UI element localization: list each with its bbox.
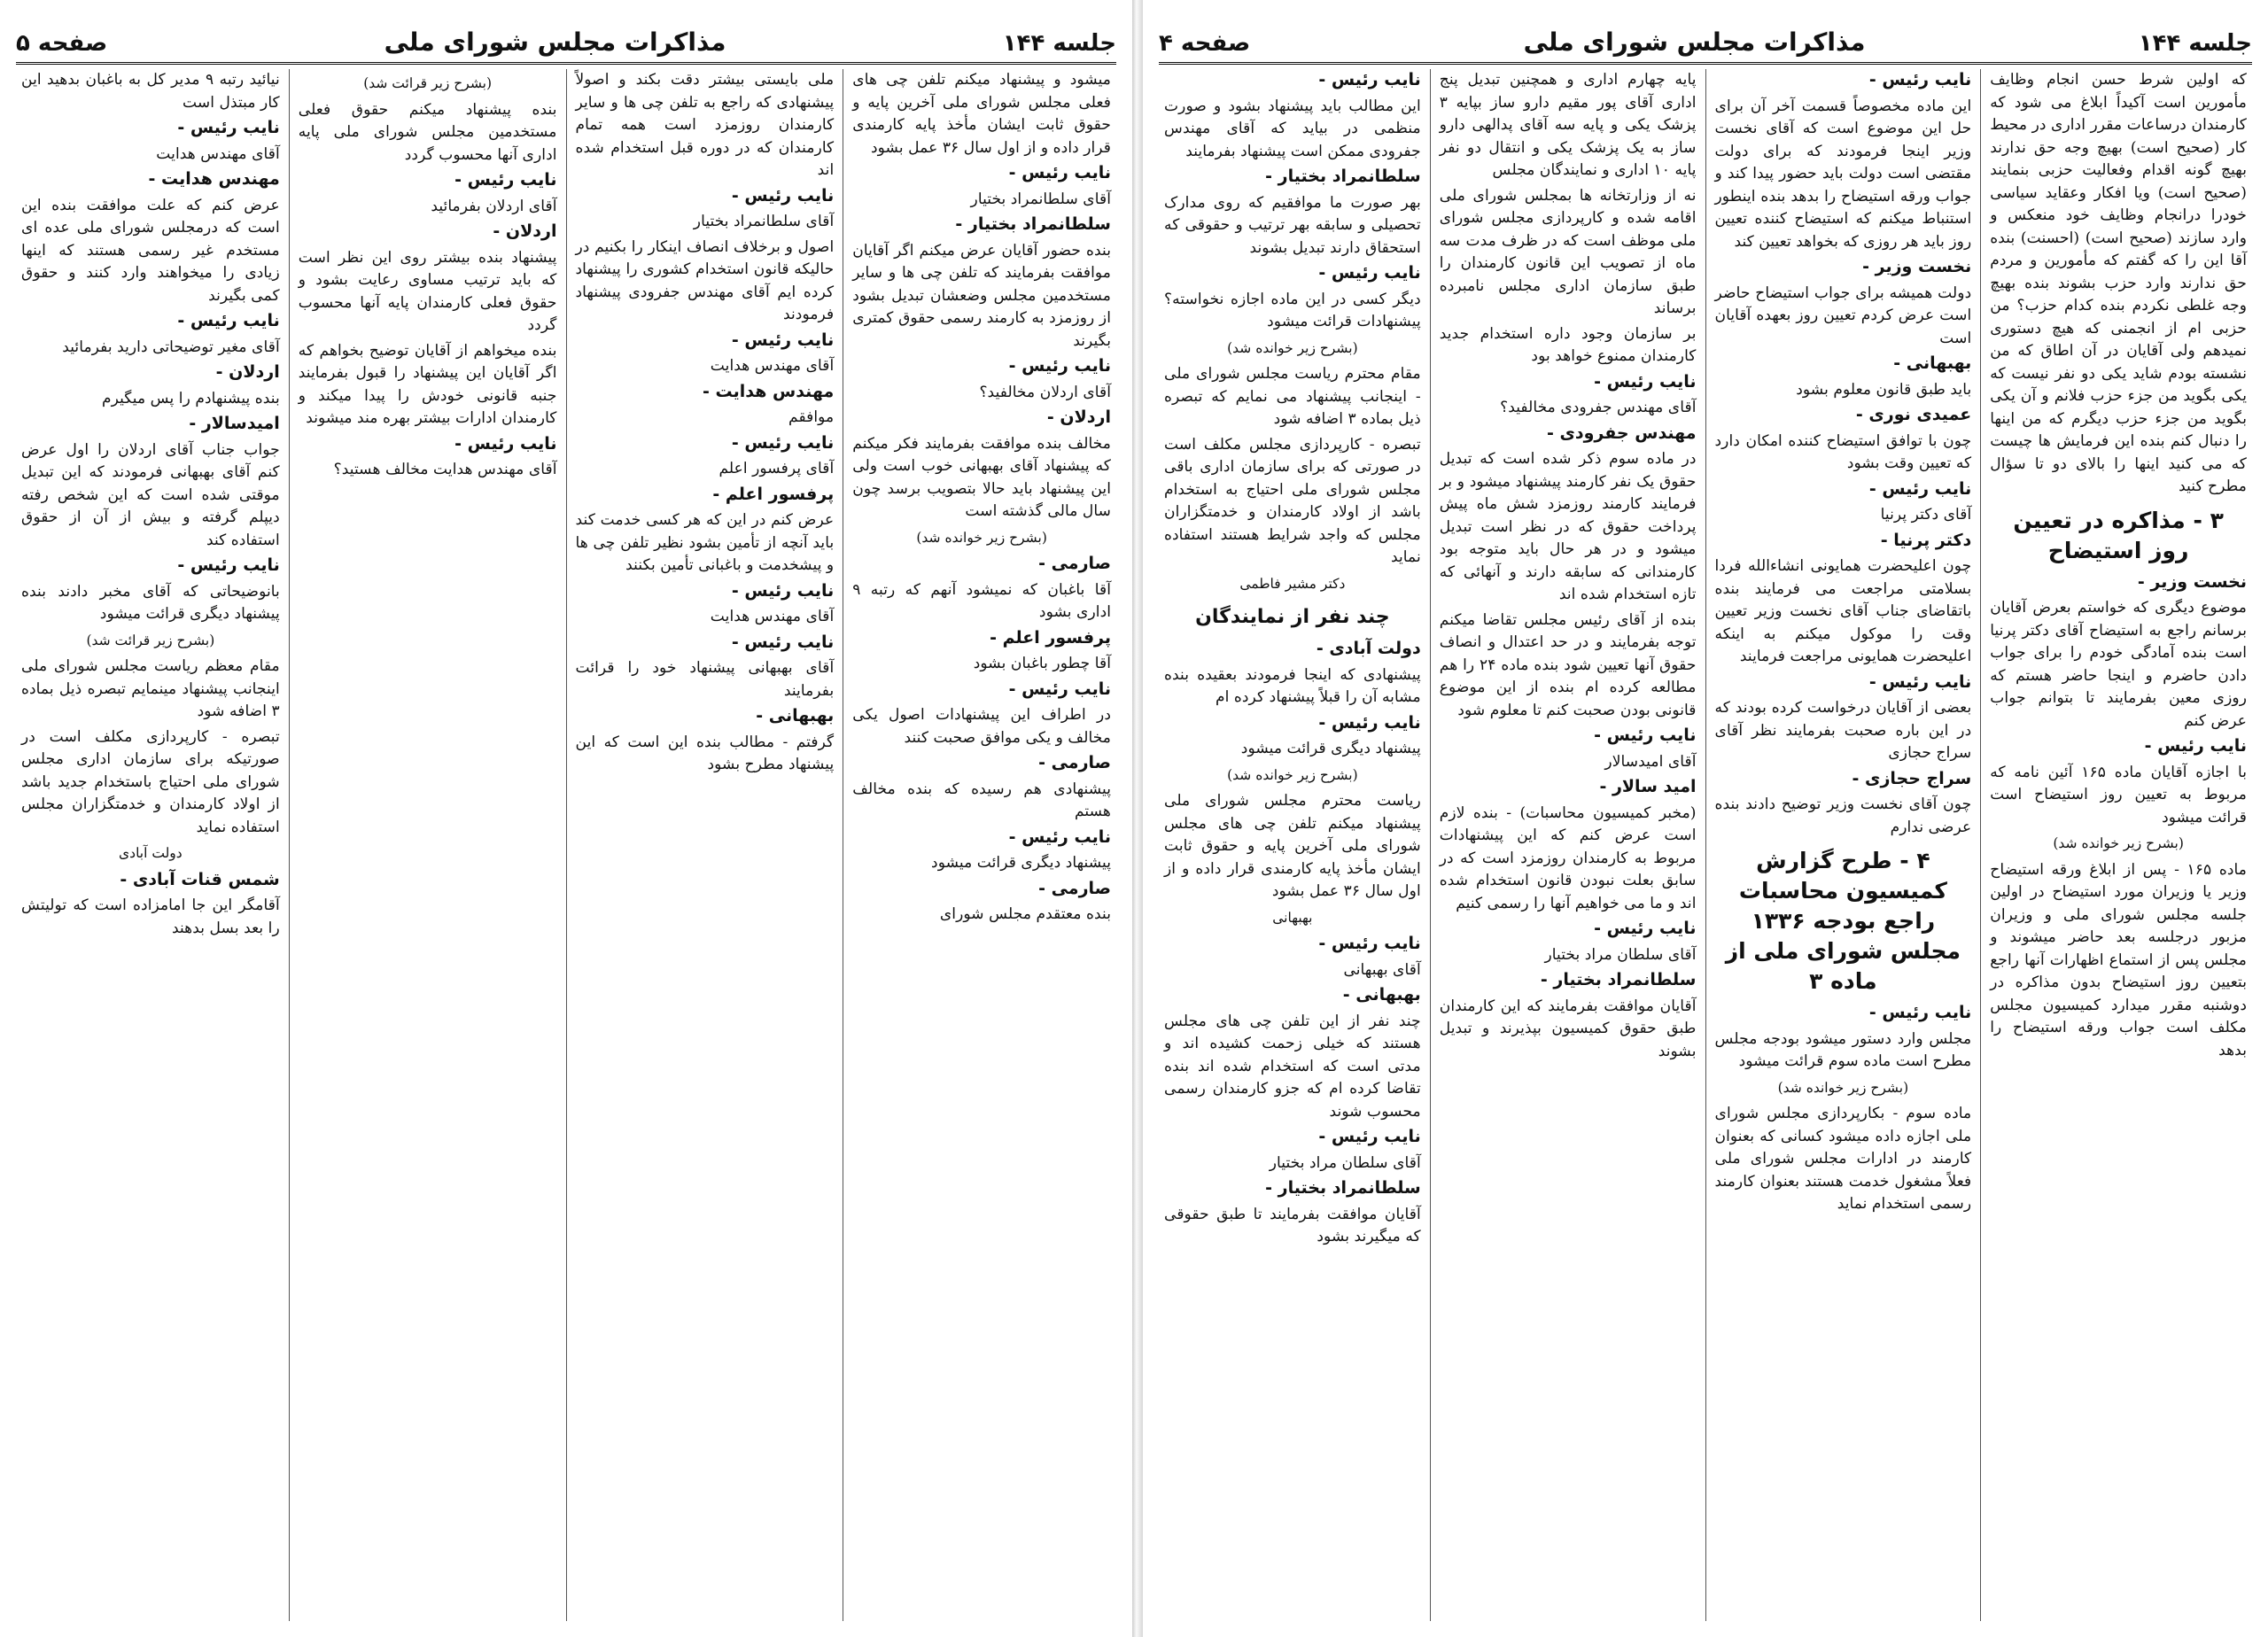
speaker-name: سلطانمراد بختیار - <box>1540 970 1697 989</box>
paragraph: چون آقای نخست وزیر توضیح دادند بنده عرضی ندارم <box>1714 795 1972 836</box>
paragraph: آقای مهندس هدایت <box>710 608 835 625</box>
speaker-name: نایب رئیس - <box>1318 712 1421 733</box>
paragraph: بهر صورت ما موافقیم که روی مدارک تحصیلی و سابقه بهر ترتیب و حقوقی که استحقاق دارند تبدیل بشوند <box>1164 193 1421 257</box>
speaker-name: نایب رئیس - <box>1318 70 1421 89</box>
paragraph: ریاست محترم مجلس شورای ملی پیشنهاد میکنم تلفن چی های مجلس شورای ملی آخرین پایه و حقوق ثابت ایشان مأخذ پایه کارمندی قرار داده و از اول سال ۳۶ عمل بشود <box>1164 792 1421 900</box>
speaker-name: صارمی - <box>1038 878 1111 898</box>
speaker-line <box>1990 571 2247 595</box>
speaker-name: مهندس هدایت - <box>148 169 280 189</box>
speaker-name: نایب رئیس - <box>454 170 557 190</box>
speaker-line <box>1715 69 1972 93</box>
left-header-session: جلسه ۱۴۴ <box>1002 30 1116 57</box>
speaker-name: نخست وزیر - <box>2137 571 2247 592</box>
speaker-line <box>299 221 557 244</box>
procedural-note: (بشرح زیر قرائت شد) <box>363 75 493 91</box>
right-columns <box>1155 69 2256 1621</box>
speaker-line <box>1164 638 1421 662</box>
paragraph: آقای مهندس هدایت <box>710 357 835 375</box>
speaker-name: نایب رئیس - <box>1008 356 1111 376</box>
speaker-line <box>576 705 835 729</box>
speaker-line <box>576 381 835 405</box>
speaker-line <box>21 310 280 334</box>
speaker-line <box>576 632 835 656</box>
speaker-line <box>576 185 835 209</box>
paragraph: در اطراف این پیشنهادات اصول یکی مخالف و یکی موافق صحبت کنند <box>852 706 1111 747</box>
paragraph: پیشنهاد دیگری قرائت میشود <box>1240 740 1421 757</box>
section-heading: ۴ - طرح گزارش کمیسیون محاسبات راجع بودجه ۱۳۳۶ مجلس شورای ملی از ماده ۳ <box>1725 848 1961 994</box>
procedural-note: بهبهانی <box>1272 909 1313 926</box>
paragraph: مقام معظم ریاست مجلس شورای ملی اینجانب پیشنهاد مینمایم تبصره ذیل بماده ۳ اضافه شود <box>21 657 280 720</box>
speaker-name: دکتر پرنیا - <box>1880 530 1972 550</box>
paragraph: باید طبق قانون معلوم بشود <box>1796 380 1972 399</box>
paragraph: گرفتم - مطالب بنده این است که این پیشنهاد مطرح بشود <box>575 733 835 773</box>
paragraph: آقای مهندس جفرودی مخالفید؟ <box>1500 399 1697 416</box>
left-column-2 <box>566 69 843 1621</box>
paragraph: بنده معتقدم مجلس شورای <box>939 905 1111 923</box>
speaker-line <box>21 413 280 437</box>
paragraph: پیشنهادی که اینجا فرمودند بعقیده بنده مشابه آن را قبلاً پیشنهاد کرده ام <box>1164 665 1421 706</box>
paragraph: این مطالب باید پیشنهاد بشود و صورت منظمی در بیاید که آقای مهندس جفرودی ممکن است پیشنهاد بفرمایند <box>1164 97 1421 160</box>
paragraph: دیگر کسی در این ماده اجازه نخواسته؟ پیشنهادات قرائت میشود <box>1164 290 1421 330</box>
procedural-note: (بشرح زیر خوانده شد) <box>1227 339 1358 356</box>
speaker-line <box>1440 725 1697 749</box>
paragraph: آقایان موافقت بفرمایند تا طبق حقوقی که میگیرند بشود <box>1164 1205 1421 1245</box>
paragraph: که اولین شرط حسن انجام وظایف مأمورین است آکیداً ابلاغ می شود که کارمندان درساعات مقرر اداری در محیط کار (صحیح است) بهیچ وجه حق ندارند بهیچ گونه اقدام وفعالیت حزبی بنمایند (صحیح است) ویا افکار وعقاید سیاسی خودرا درانجام وظایف خود منعکس و وارد سازند (صحیح است) (احسنت) بنده آقا این را که گفتم که مأمورین و مردم حق ندارند وارد حزب بشوند بنده بهیچ وجه غلطی نکردم بنده کدام حزب؟ من حزبی ام از انجمنی که هیچ دستوری نمیدهم ولی آقایان در آن اطاق که من نشسته بودم شاید یکی دو نفر نیست که یکی بگوید من جزء حزب فلانم و آن یکی بگوید من جزء حزب دیگرم که من اینها را دنبال کنم بنده این فرمایش ها چیست که می کنید اینها را بالای دو تا سؤال مطرح کنید <box>1990 71 2247 495</box>
speaker-name: نایب رئیس - <box>731 432 835 453</box>
left-page <box>0 0 1132 1637</box>
paragraph: آقای سلطان مراد بختیار <box>1544 945 1697 964</box>
paragraph: آقا چطور باغبان بشود <box>973 655 1111 672</box>
paragraph: عرض کنم که علت موافقت بنده این است که درمجلس شورای ملی عده ای مستخدم غیر رسمی هستند که اینها زیادی را میخواهند وارد کنند و حقوق کمی بگیرند <box>21 196 280 305</box>
paragraph: آقا باغبان که نمیشود آنهم که رتبه ۹ اداری بشود <box>852 580 1111 621</box>
speaker-name: نایب رئیس - <box>731 330 835 350</box>
speaker-line <box>1715 671 1972 695</box>
speaker-line <box>1440 371 1697 395</box>
speaker-name: بهبهانی - <box>756 706 835 725</box>
speaker-name: نایب رئیس - <box>1008 826 1111 847</box>
procedural-note: (بشرح زیر خوانده شد) <box>1777 1079 1909 1096</box>
speaker-name: امید سالار - <box>1599 777 1697 796</box>
speaker-line <box>576 580 835 604</box>
speaker-name: اردلان - <box>1046 407 1111 427</box>
speaker-line <box>1715 1002 1972 1026</box>
speaker-line <box>1715 768 1972 792</box>
paragraph: بنده پیشنهادم را پس میگیرم <box>101 389 280 407</box>
speaker-name: نایب رئیس - <box>177 118 280 137</box>
speaker-line <box>1715 404 1972 428</box>
speaker-name: عمیدی نوری - <box>1855 405 1972 424</box>
speaker-line <box>852 627 1111 651</box>
paragraph: آقای اردلان بفرمائید <box>431 197 557 215</box>
speaker-name: سراج حجازی - <box>1852 768 1972 788</box>
speaker-line <box>1164 1126 1421 1150</box>
paragraph: مخالف بنده موافقت بفرمایند فکر میکنم که پیشنهاد آقای بهبهانی خوب است ولی این پیشنهاد باید حالا بتصویب برسد چون سال مالی گذشته است <box>852 434 1111 520</box>
paragraph: ملی بایستی بیشتر دقت بکند و اصولاً پیشنهادی که راجع به تلفن چی ها و سایر کارمندان روزمزد است همه تمام کارمندان که در دوره قبل استخدام شده اند <box>575 71 835 179</box>
speaker-name: مهندس جفرودی - <box>1546 423 1697 443</box>
paragraph: آقایان موافقت بفرمایند که این کارمندان طبق حقوق کمیسیون بپذیرند و تبدیل بشوند <box>1439 997 1697 1060</box>
right-header-session: جلسه ۱۴۴ <box>2138 30 2252 57</box>
speaker-name: سلطانمراد بختیار - <box>1265 1178 1421 1198</box>
left-header-title: مذاکرات مجلس شورای ملی <box>384 27 726 57</box>
speaker-line <box>299 169 557 193</box>
procedural-note: (بشرح زیر خوانده شد) <box>1227 766 1358 783</box>
speaker-line <box>21 555 280 578</box>
paragraph: بنده از آقای رئیس مجلس تقاضا میکنم توجه بفرمایند و در حد اعتدال و انصاف حقوق آنها تعیین شود بنده ماده ۲۴ را هم مطالعه کرده ام بنده از این موضوع قانونی بودن صحبت کنم تا معلوم شود <box>1439 610 1697 719</box>
speaker-line <box>1164 712 1421 736</box>
speaker-name: نایب رئیس - <box>454 433 557 454</box>
speaker-name: نایب رئیس - <box>731 632 835 652</box>
speaker-name: نایب رئیس - <box>1594 725 1697 745</box>
left-column-1 <box>843 69 1120 1621</box>
paragraph: نه از وزارتخانه ها بمجلس شورای ملی اقامه شده و کارپردازی مجلس شورای ملی موظف است که در ظرف مدت سه ماه از تصویب این قانون کارمندان را طبق سازمان اداری مجلس نامبرده برساند <box>1439 186 1697 317</box>
paragraph: میشود و پیشنهاد میکنم تلفن چی های فعلی مجلس شورای ملی آخرین پایه و حقوق ثابت ایشان مأخذ پایه کارمندی قرار داده و از اول سال ۳۶ عمل بشود <box>852 71 1111 157</box>
page-gutter <box>1132 0 1143 1637</box>
speaker-line <box>1440 969 1697 993</box>
paragraph: موافقم <box>788 408 835 426</box>
paragraph: آقای مغیر توضیحاتی دارید بفرمائید <box>62 337 280 356</box>
speaker-line <box>576 484 835 508</box>
speaker-name: امیدسالار - <box>189 414 280 433</box>
speaker-name: دولت آبادی - <box>1316 639 1421 658</box>
speaker-line <box>852 878 1111 902</box>
paragraph: آقای مهندس هدایت <box>156 144 280 163</box>
paragraph: بانوضیحاتی که آقای مخبر دادند بنده پیشنهاد دیگری قرائت میشود <box>21 582 280 623</box>
speaker-name: صارمی - <box>1038 753 1111 772</box>
right-header-title: مذاکرات مجلس شورای ملی <box>1523 27 1866 57</box>
speaker-line <box>576 432 835 456</box>
paragraph: آقای دکتر پرنیا <box>1880 506 1972 524</box>
speaker-line <box>21 869 280 893</box>
paragraph: آقامگر این جا امامزاده است که تولیتش را بعد بسل بدهند <box>21 896 280 937</box>
speaker-name: نایب رئیس - <box>1318 934 1421 953</box>
paragraph: در ماده سوم ذکر شده است که تبدیل حقوق یک نفر کارمند پیشنهاد میشود و بر فرمایند کارمند روزمزد شش ماه پیش پرداخت حقوق که در نظر است تبدیل میشود و در هر حال باید متوجه بود کارمندانی که سابقه دارند و آنهائی که تازه استخدام شده اند <box>1439 450 1697 603</box>
paragraph: پایه چهارم اداری و همچنین تبدیل پنج اداری آقای پور مقیم دارو ساز بپایه ۳ پزشک یکی و پایه سه آقای پدالهی دارو ساز به یک پزشک یکی و انتقال دو نفر پایه ۱۰ اداری و نمایندگان مجلس <box>1439 71 1697 179</box>
paragraph: پیشنهاد دیگری قرائت میشود <box>931 854 1111 872</box>
paragraph: آقای پرفسور اعلم <box>718 460 835 477</box>
paragraph: نیائید رتبه ۹ مدیر کل به باغبان بدهید این کار مبتذل است <box>21 71 280 112</box>
section-heading: ۳ - مذاکره در تعیین روز استیضاح <box>2013 507 2224 563</box>
paragraph: آقای سلطانمراد بختیار <box>693 213 835 230</box>
speaker-name: سلطانمراد بختیار - <box>1265 167 1421 186</box>
paragraph: مقام محترم ریاست مجلس شورای ملی - اینجانب پیشنهاد می نمایم که تبصره ذیل بماده ۳ اضافه شود <box>1164 365 1421 428</box>
speaker-name: نایب رئیس - <box>1868 478 1972 499</box>
paragraph: آقای مهندس هدایت مخالف هستید؟ <box>333 461 557 478</box>
right-column-3 <box>1430 69 1705 1621</box>
speaker-name: بهبهانی - <box>1893 353 1972 373</box>
speaker-name: نایب رئیس - <box>731 185 835 206</box>
interjection-heading: چند نفر از نمایندگان <box>1195 606 1390 628</box>
speaker-line <box>1164 984 1421 1008</box>
speaker-line <box>1990 735 2247 759</box>
speaker-name: اردلان - <box>215 362 280 382</box>
speaker-name: اردلان - <box>493 221 557 241</box>
speaker-line <box>852 213 1111 237</box>
speaker-line <box>1715 353 1972 376</box>
speaker-line <box>852 162 1111 186</box>
left-column-3 <box>289 69 566 1621</box>
paragraph: چون با توافق استیضاح کننده امکان دارد که تعیین وقت بشود <box>1714 431 1972 472</box>
paragraph: بنده میخواهم از آقایان توضیح بخواهم که اگر آقایان این پیشنهاد را قبول بفرمایند جنبه قانونی خودش را پیدا میکند و کارمندان ادارات بیشتر بهره مند میشوند <box>298 341 557 427</box>
speaker-line <box>852 752 1111 776</box>
paragraph: چون اعلیحضرت همایونی انشاءالله فردا بسلامتی مراجعت می فرمایند بنده باتقاضای جناب آقای نخست وزیر تعیین وقت را موکول میکنم به اینکه اعلیحضرت همایونی مراجعت فرمایند <box>1714 557 1972 665</box>
speaker-line <box>1715 256 1972 280</box>
speaker-name: نایب رئیس - <box>1318 1127 1421 1146</box>
speaker-name: نایب رئیس - <box>177 311 280 330</box>
left-column-4 <box>12 69 289 1621</box>
procedural-note: دکتر مشیر فاطمی <box>1239 575 1346 592</box>
paragraph: پیشنهادی هم رسیده که بنده مخالف هستم <box>852 780 1111 820</box>
paragraph: جواب جناب آقای اردلان را اول عرض کنم آقای بهبهانی فرمودند که این تبدیل موقتی شده است که این شخص رفته دیپلم گرفته و بیش از آن از حقوق استفاده کند <box>21 440 280 549</box>
paragraph: بنده پیشنهاد میکنم حقوق فعلی مستخدمین مجلس شورای ملی پایه اداری آنها محسوب گردد <box>298 100 557 164</box>
paragraph: با اجازه آقایان ماده ۱۶۵ آئین نامه که مربوط به تعیین روز استیضاح است قرائت میشود <box>1990 763 2247 826</box>
right-page <box>1143 0 2268 1637</box>
speaker-line <box>1715 530 1972 554</box>
right-column-2 <box>1705 69 1981 1621</box>
paragraph: آقای سلطان مراد بختیار <box>1269 1153 1421 1172</box>
speaker-name: نایب رئیس - <box>1008 163 1111 182</box>
speaker-name: نایب رئیس - <box>1868 671 1972 692</box>
speaker-name: صارمی - <box>1038 554 1111 573</box>
paragraph: بر سازمان وجود داره استخدام جدید کارمندان ممنوع خواهد بود <box>1439 324 1697 365</box>
speaker-name: پرفسور اعلم - <box>712 484 835 504</box>
speaker-line <box>852 826 1111 850</box>
speaker-line <box>1164 933 1421 957</box>
speaker-line <box>852 407 1111 431</box>
paragraph: مجلس وارد دستور میشود بودجه مجلس مطرح است ماده سوم قرائت میشود <box>1714 1029 1972 1070</box>
paragraph: موضوع دیگری که خواستم بعرض آقایان برسانم راجع به استیضاح آقای دکتر پرنیا است بنده آمادگی خودم را برای جواب دادن حاضرم و اینجا حاضر هستم که روزی معین بفرمایند تا بتوانم جواب عرض کنم <box>1990 599 2247 730</box>
speaker-name: نخست وزیر - <box>1862 257 1972 276</box>
speaker-name: شمس قنات آبادی - <box>120 869 280 889</box>
paragraph: بنده حضور آقایان عرض میکنم اگر آقایان موافقت بفرمایند که تلفن چی ها و سایر مستخدمین مجلس وضعشان تبدیل بشود از روزمزد به کارمند رسمی حقوق کمتری بگیرند <box>852 241 1111 350</box>
speaker-line <box>299 433 557 457</box>
speaker-name: نایب رئیس - <box>1008 679 1111 699</box>
speaker-name: نایب رئیس - <box>731 580 835 601</box>
right-column-4 <box>1155 69 1430 1621</box>
speaker-name: مهندس هدایت - <box>702 381 835 401</box>
paragraph: (مخبر کمیسیون محاسبات) - بنده لازم است عرض کنم که این پیشنهادات مربوط به کارمندان روزمزد است که در سابق بعلت نبودن قانون استخدام شده اند و ما می خواهیم آنها را رسمی کنیم <box>1439 803 1697 912</box>
paragraph: آقای سلطانمراد بختیار <box>970 190 1111 208</box>
left-running-head <box>16 16 1116 65</box>
speaker-name: نایب رئیس - <box>1318 263 1421 283</box>
paragraph: آقای اردلان مخالفید؟ <box>979 383 1111 401</box>
speaker-line <box>576 330 835 353</box>
paragraph: پیشنهاد بنده بیشتر روی این نظر است که باید ترتیب مساوی رعایت بشود و حقوق فعلی کارمندان پایه آنها محسوب گردد <box>298 248 557 334</box>
speaker-name: پرفسور اعلم - <box>990 627 1111 648</box>
right-header-page-number: صفحه ۴ <box>1159 30 1251 57</box>
right-running-head <box>1159 16 2252 65</box>
paragraph: این ماده مخصوصاً قسمت آخر آن برای حل این موضوع است که آقای نخست وزیر اینجا فرمودند که برای دولت مقتضی است دولت باید حضور پیدا کند و جواب ورقه استیضاح را بدهد بنده اینطور استنباط میکنم که استیضاح کننده تعیین روز باید هر روزی که بخواهد تعیین کند <box>1714 97 1972 251</box>
paragraph: آقای بهبهانی <box>1343 960 1421 979</box>
speaker-name: نایب رئیس - <box>1594 919 1697 938</box>
paragraph: آقای بهبهانی پیشنهاد خود را قرائت بفرمایند <box>575 659 835 700</box>
speaker-line <box>21 168 280 192</box>
speaker-line <box>21 361 280 385</box>
speaker-line <box>1164 1177 1421 1201</box>
procedural-note: دولت آبادی <box>119 845 183 861</box>
speaker-name: سلطانمراد بختیار - <box>955 214 1111 234</box>
speaker-line <box>852 553 1111 577</box>
speaker-name: بهبهانی - <box>1342 985 1421 1005</box>
speaker-line <box>21 117 280 141</box>
speaker-line <box>852 679 1111 702</box>
procedural-note: (بشرح زیر قرائت شد) <box>86 632 215 648</box>
speaker-name: نایب رئیس - <box>1868 1003 1972 1022</box>
speaker-line <box>852 355 1111 379</box>
speaker-line <box>1715 478 1972 502</box>
speaker-name: نایب رئیس - <box>177 555 280 575</box>
procedural-note: (بشرح زیر خوانده شد) <box>916 529 1047 546</box>
procedural-note: (بشرح زیر خوانده شد) <box>2053 835 2184 851</box>
speaker-line <box>1440 423 1697 446</box>
paragraph: اصول و برخلاف انصاف اینکار را بکنیم در حالیکه قانون استخدام کشوری را پیشنهاد کرده ایم آقای مهندس جفرودی پیشنهاد فرمودند <box>575 237 835 323</box>
speaker-line <box>1164 262 1421 286</box>
left-columns <box>12 69 1120 1621</box>
speaker-line <box>1164 69 1421 93</box>
paragraph: تبصره - کارپردازی مکلف است در صورتیکه برای سازمان اداری مجلس شورای ملی احتیاج باستخدام جدید باشد از اولاد کارمندان و خدمتگزاران مجلس استفاده نماید <box>21 727 280 836</box>
paragraph: ماده سوم - بکارپردازی مجلس شورای ملی اجازه داده میشود کسانی که بعنوان کارمند در ادارات مجلس شورای ملی فعلاً مشغول خدمت هستند بعنوان کارمند رسمی استخدام نماید <box>1714 1105 1972 1213</box>
paragraph: آقای امیدسالار <box>1604 752 1697 771</box>
speaker-line <box>1440 918 1697 942</box>
paragraph: بعضی از آقایان درخواست کرده بودند که در این باره صحبت بفرمایند نظر آقای سراج حجازی <box>1714 699 1972 762</box>
paragraph: دولت همیشه برای جواب استیضاح حاضر است عرض کردم تعیین روز بعهده آقایان است <box>1714 283 1972 347</box>
paragraph: چند نفر از این تلفن چی های مجلس هستند که خیلی زحمت کشیده اند و مدتی است که استخدام شده اند بنده تقاضا کرده ام که جزو کارمندان رسمی محسوب شوند <box>1164 1012 1421 1121</box>
paragraph: ماده ۱۶۵ - پس از ابلاغ ورقه استیضاح وزیر یا وزیران مورد استیضاح در اولین جلسه مجلس شورای ملی و وزیران مزبور درجلسه بعد حاضر میشوند و مجلس پس از استماع اظهارات آنها راجع بتعیین روز استیضاح بدون مذاکره در دوشنبه مقرر میدارد کمیسیون مجلس مکلف است جواب ورقه استیضاح را بدهد <box>1990 860 2247 1059</box>
right-column-1 <box>1980 69 2256 1621</box>
paragraph: تبصره - کارپردازی مجلس مکلف است در صورتی که برای سازمان اداری باقی مجلس شورای ملی احتیاج به استخدام باشد از اولاد کارمندان و خدمتگزاران مجلس که واجد شرایط هستند استفاده نماید <box>1164 435 1421 566</box>
left-header-page-number: صفحه ۵ <box>16 30 108 57</box>
speaker-name: نایب رئیس - <box>1594 371 1697 392</box>
speaker-name: نایب رئیس - <box>1868 70 1972 89</box>
speaker-line <box>1164 166 1421 190</box>
speaker-line <box>1440 776 1697 800</box>
paragraph: عرض کنم در این که هر کسی خدمت کند باید آنچه از تأمین بشود نظیر تلفن چی ها و پیشخدمت و باغبانی تأمین بکنند <box>575 511 835 574</box>
speaker-name: نایب رئیس - <box>2144 736 2247 756</box>
